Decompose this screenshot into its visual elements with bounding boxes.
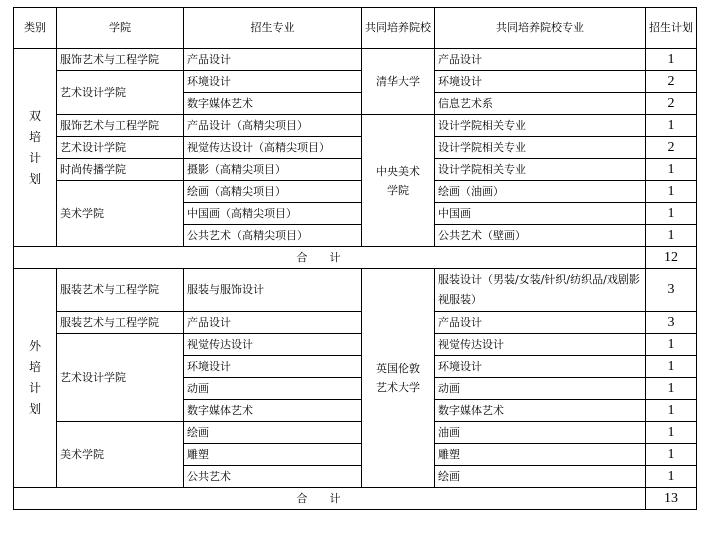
major-cell: 视觉传达设计: [184, 334, 362, 356]
partner-major-cell: 动画: [435, 378, 646, 400]
plan-cell: 1: [646, 334, 697, 356]
major-cell: 环境设计: [184, 356, 362, 378]
partner-major-cell: 绘画: [435, 466, 646, 488]
partner-major-cell: 环境设计: [435, 356, 646, 378]
header-row: [14, 8, 697, 49]
major-cell: 产品设计（高精尖项目）: [184, 115, 362, 137]
header-college: 学院: [57, 8, 184, 49]
plan-cell: 1: [646, 203, 697, 225]
partner-major-cell: 服装设计（男装/女装/针织/纺织品/戏剧影视服装）: [435, 269, 646, 312]
partner-major-cell: 信息艺术系: [435, 93, 646, 115]
plan-cell: 1: [646, 356, 697, 378]
major-cell: 摄影（高精尖项目）: [184, 159, 362, 181]
major-cell: 数字媒体艺术: [184, 400, 362, 422]
partner-major-cell: 绘画（油画）: [435, 181, 646, 203]
plan-cell: 2: [646, 71, 697, 93]
major-cell: 视觉传达设计（高精尖项目）: [184, 137, 362, 159]
major-cell: 公共艺术（高精尖项目）: [184, 225, 362, 247]
plan-cell: 1: [646, 444, 697, 466]
total-label: 合计: [14, 247, 646, 269]
college-cell: 服饰艺术与工程学院: [57, 49, 184, 71]
partner-major-cell: 产品设计: [435, 49, 646, 71]
major-cell: 环境设计: [184, 71, 362, 93]
header-major: 招生专业: [184, 8, 362, 49]
total-label: 合计: [14, 488, 646, 510]
total-value: 13: [646, 488, 697, 510]
major-cell: 服装与服饰设计: [184, 269, 362, 312]
college-cell: 服装艺术与工程学院: [57, 312, 184, 334]
table-row: [14, 181, 697, 203]
plan-cell: 1: [646, 115, 697, 137]
partner-major-cell: 中国画: [435, 203, 646, 225]
plan-cell: 2: [646, 93, 697, 115]
plan-cell: 1: [646, 225, 697, 247]
table-row: [14, 422, 697, 444]
partner-major-cell: 公共艺术（壁画）: [435, 225, 646, 247]
plan-cell: 2: [646, 137, 697, 159]
header-plan: 招生计划: [646, 8, 697, 49]
plan-cell: 3: [646, 269, 697, 312]
partner-school-tsinghua: 清华大学: [362, 49, 435, 115]
college-cell: 美术学院: [57, 422, 184, 488]
college-cell: 艺术设计学院: [57, 334, 184, 422]
college-cell: 艺术设计学院: [57, 137, 184, 159]
table-row: [14, 115, 697, 137]
enrollment-plan-table: [13, 7, 697, 510]
college-cell: 艺术设计学院: [57, 71, 184, 115]
partner-major-cell: 视觉传达设计: [435, 334, 646, 356]
partner-major-cell: 设计学院相关专业: [435, 115, 646, 137]
total-value: 12: [646, 247, 697, 269]
major-cell: 绘画（高精尖项目）: [184, 181, 362, 203]
total-row-external: [14, 488, 697, 510]
major-cell: 动画: [184, 378, 362, 400]
table-row: [14, 71, 697, 93]
plan-cell: 1: [646, 181, 697, 203]
table-row: [14, 159, 697, 181]
partner-major-cell: 数字媒体艺术: [435, 400, 646, 422]
table-row: [14, 269, 697, 312]
major-cell: 雕塑: [184, 444, 362, 466]
plan-cell: 1: [646, 378, 697, 400]
major-cell: 公共艺术: [184, 466, 362, 488]
total-row-dual: [14, 247, 697, 269]
header-partner-major: 共同培养院校专业: [435, 8, 646, 49]
table-row: [14, 334, 697, 356]
plan-cell: 1: [646, 422, 697, 444]
table-row: [14, 312, 697, 334]
college-cell: 服饰艺术与工程学院: [57, 115, 184, 137]
major-cell: 产品设计: [184, 49, 362, 71]
plan-cell: 1: [646, 49, 697, 71]
college-cell: 美术学院: [57, 181, 184, 247]
plan-cell: 3: [646, 312, 697, 334]
category-external: 外 培 计 划: [14, 269, 57, 488]
table-row: [14, 137, 697, 159]
table-row: [14, 49, 697, 71]
college-cell: 服装艺术与工程学院: [57, 269, 184, 312]
major-cell: 数字媒体艺术: [184, 93, 362, 115]
plan-cell: 1: [646, 466, 697, 488]
partner-major-cell: 设计学院相关专业: [435, 159, 646, 181]
major-cell: 产品设计: [184, 312, 362, 334]
category-dual: 双 培 计 划: [14, 49, 57, 247]
plan-cell: 1: [646, 400, 697, 422]
college-cell: 时尚传播学院: [57, 159, 184, 181]
major-cell: 中国画（高精尖项目）: [184, 203, 362, 225]
major-cell: 绘画: [184, 422, 362, 444]
header-category: 类别: [14, 8, 57, 49]
partner-major-cell: 雕塑: [435, 444, 646, 466]
partner-school-ual: 英国伦敦 艺术大学: [362, 269, 435, 488]
partner-school-cafa: 中央美术 学院: [362, 115, 435, 247]
header-partner-school: 共同培养院校: [362, 8, 435, 49]
partner-major-cell: 产品设计: [435, 312, 646, 334]
plan-cell: 1: [646, 159, 697, 181]
partner-major-cell: 设计学院相关专业: [435, 137, 646, 159]
partner-major-cell: 油画: [435, 422, 646, 444]
partner-major-cell: 环境设计: [435, 71, 646, 93]
